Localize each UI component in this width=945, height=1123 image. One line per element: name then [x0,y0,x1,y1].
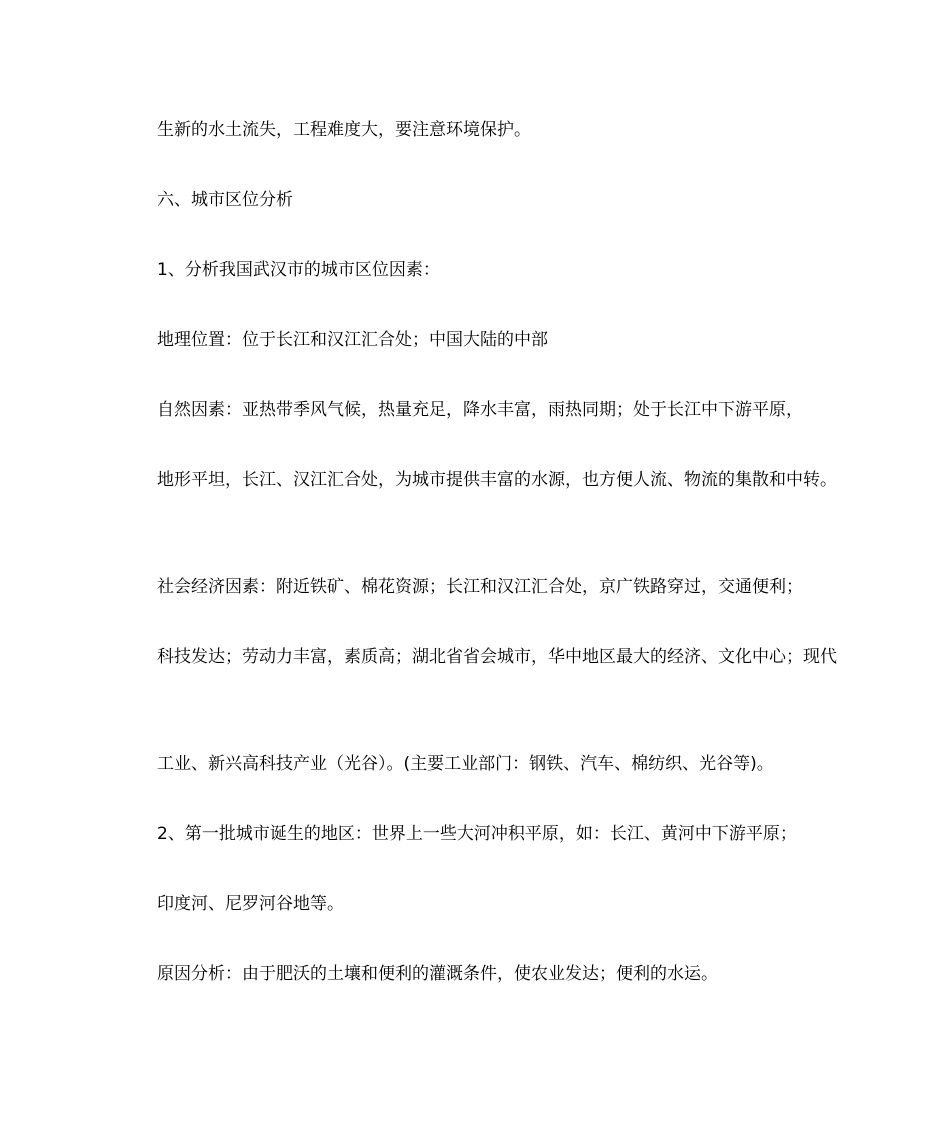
paragraph-industry: 工业、新兴高科技产业（光谷）。(主要工业部门：钢铁、汽车、棉纺织、光谷等)。 [157,754,774,774]
paragraph-river-valleys: 印度河、尼罗河谷地等。 [157,894,344,914]
paragraph-soil-erosion: 生新的水土流失，工程难度大，要注意环境保护。 [157,120,531,140]
paragraph-natural-factors: 自然因素：亚热带季风气候，热量充足，降水丰富，雨热同期；处于长江中下游平原， [157,400,803,420]
paragraph-wuhan-question: 1、分析我国武汉市的城市区位因素： [157,260,440,280]
section-heading-urban-location: 六、城市区位分析 [157,190,293,210]
paragraph-technology-labor: 科技发达；劳动力丰富，素质高；湖北省省会城市，华中地区最大的经济、文化中心；现代 [157,647,837,667]
paragraph-cause-analysis: 原因分析：由于肥沃的土壤和便利的灌溉条件，使农业发达；便利的水运。 [157,964,718,984]
paragraph-terrain-water: 地形平坦，长江、汉江汇合处，为城市提供丰富的水源，也方便人流、物流的集散和中转。 [157,470,837,490]
paragraph-first-cities: 2、第一批城市诞生的地区：世界上一些大河冲积平原，如：长江、黄河中下游平原； [157,824,797,844]
paragraph-geographic-location: 地理位置：位于长江和汉江汇合处；中国大陆的中部 [157,330,548,350]
paragraph-socioeconomic-factors: 社会经济因素：附近铁矿、棉花资源；长江和汉江汇合处，京广铁路穿过，交通便利； [157,577,803,597]
